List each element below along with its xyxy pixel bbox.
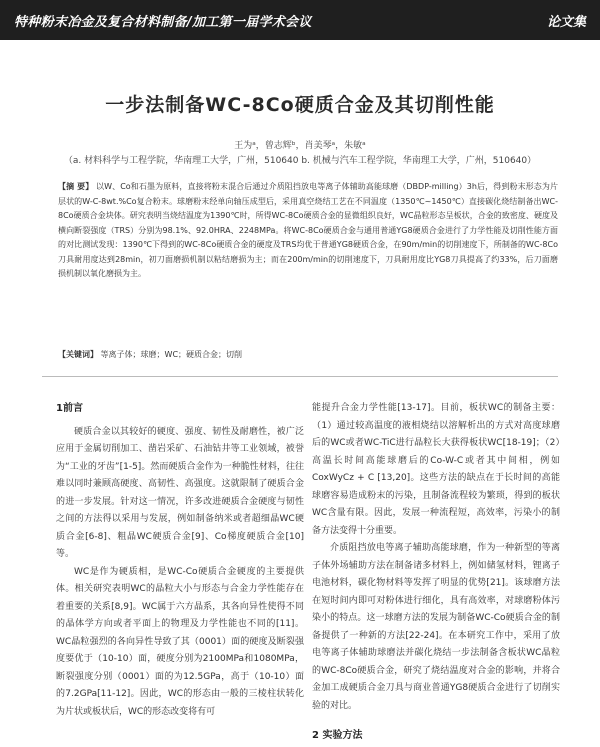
abstract-label: 【摘 要】 [58,182,94,191]
paper-title: 一步法制备WC-8Co硬质合金及其切削性能 [105,94,495,116]
intro-paragraph-1: 硬质合金以其较好的硬度、强度、韧性及耐磨性，被广泛应用于金属切削加工、凿岩采矿、石油钻井等工业领域，被誉为“工业的牙齿”[1-5]。然而硬质合金作为一种脆性材料，往往难以同时兼顾高硬度、高韧性、高强度。这就限制了硬质合金的进一步发展。针对这一情况，许多改进硬质合金硬度与韧性之间的方法得以采用与发展，例如制备纳米或者超细晶WC硬质合金[6-8]、粗晶WC硬质合金[9]、Co梯度硬质合金[10]等。 [56,426,304,559]
abstract-text: 以W、Co和石墨为原料，直接将粉末混合后通过介质阻挡放电等离子体辅助高能球磨（DBDP-milling）3h后，得到粉末形态为片层状的W-C-8wt.%Co复合粉末。球磨粉末经单向轴压成型后，采用真空烧结工艺在不同温度（1350℃~1450℃）直接碳化烧结制备出WC-8Co硬质合金块体。研究表明当烧结温度为1390℃时，所得WC-8Co硬质合金的显微组织良好，WC晶粒形态呈板状，合金的致密度、硬度及横向断裂强度（TRS）分别为98.1%、92.0HRA、2248MPa。将WC-8Co硬质合金与通用普通YG8硬质合金进行了力学性能及切削性能方面的对比测试发现：1390℃下得到的WC-8Co硬质合金的硬度及TRS均优于普通YG8硬质合金，在90m/min的切削速度下，所制备的WC-8Co刀具耐用度达到28min，初刀面磨损机制以粘结磨损为主；而在200m/min的切削速度下，刀具耐用度比YG8刀具提高了约33%，后刀面磨损机制以氧化磨损为主。 [58,182,558,278]
section-heading-introduction: 1前言 [56,403,83,414]
header-bar [0,0,600,40]
section-heading-methods: 2 实验方法 [312,730,363,741]
affiliations: （a. 材料科学与工程学院，华南理工大学，广州，510640 b. 机械与汽车工程学院，华南理工大学，广州，510640） [63,156,537,166]
divider [42,376,558,377]
intro-paragraph-3: 能提升合金力学性能[13-17]。目前，板状WC的制备主要：（1）通过较高温度的液相烧结以溶解析出的方式对高度球磨后的WC或者WC-TiC进行晶粒长大获得板状WC[18-19]；（2）高温长时间高能球磨后的Co-W-C或者其中间相，例如CoxWyCz + C [13,20]。这些方法的缺点在于长时间的高能球磨容易造成粉末的污染，且制备流程较为繁琐，得到的板状WC含量有限。因此，发展一种流程短，高效率，污染小的制备方法变得十分重要。 [312,403,560,536]
proceedings-label: 论文集 [546,15,586,30]
authors: 王为ᵃ，曾志辉ᵇ，肖美琴ᵃ，朱敏ᵃ [234,141,366,151]
conference-title: 特种粉末冶金及复合材料制备/加工第一届学术会议 [14,15,312,30]
intro-paragraph-2: WC是作为硬质相，是WC-Co硬质合金硬度的主要提供体。相关研究表明WC的晶粒大小与形态与合金力学性能存在着重要的关系[8,9]。WC属于六方晶系，其各向异性使得不同的晶体学方向或者平面上的物理及力学性能也不同的[11]。WC晶粒强烈的各向异性导致了其（0001）面的硬度及断裂强度要优于（10-10）面，硬度分别为2100MPa和1080MPa，断裂强度分别（0001）面的为12.5GPa，高于（10-10）面的7.2GPa[11-12]。因此，WC的形态由一般的三棱柱状转化为片状或板状后，WC的形态改变将有可 [56,566,304,717]
abstract [58,180,558,282]
left-column [56,400,304,721]
keywords [58,349,558,360]
right-column [312,400,560,715]
keywords-text: 等离子体；球磨；WC；硬质合金；切削 [100,350,243,359]
intro-paragraph-4: 介质阻挡放电等离子辅助高能球磨，作为一种新型的等离子体外场辅助方法在制备诸多材料上，例如储氢材料，锂离子电池材料，碳化物材料等发挥了明显的优势[21]。该球磨方法在短时间内即可对粉体进行细化，具有高效率，对球磨粉体污染小的特点。这一球磨方法的发展为制备WC-Co硬质合金的制备提供了一种新的方法[22-24]。在本研究工作中，采用了放电等离子体辅助球磨法并碳化烧结一步法制备含板状WC晶粒的WC-8Co硬质合金，研究了烧结温度对合金的影响，并将合金加工成硬质合金刀具与商业普通YG8硬质合金进行了切削实验的对比。 [312,543,560,711]
keywords-label: 【关键词】 [58,350,98,359]
